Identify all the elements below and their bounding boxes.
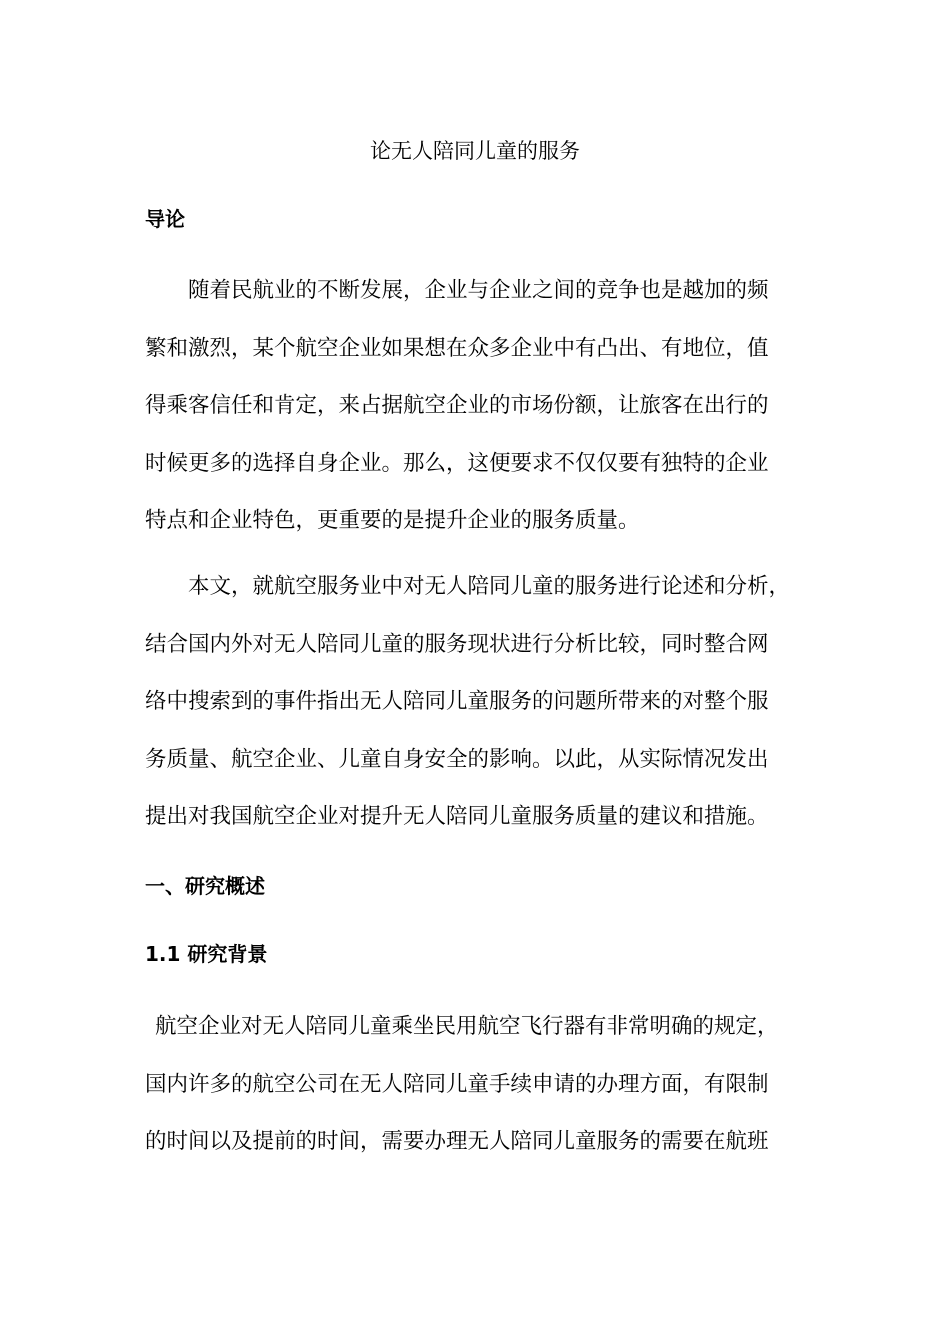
paragraph-research-background-1	[145, 1011, 845, 1184]
paragraph-line: 提出对我国航空企业对提升无人陪同儿童服务质量的建议和措施。	[145, 804, 769, 829]
paragraph-intro-2	[145, 571, 845, 859]
paragraph-line: 本文，就航空服务业中对无人陪同儿童的服务进行论述和分析，	[188, 574, 791, 599]
section-heading-research-overview: 一、研究概述	[145, 874, 265, 898]
paragraph-line: 得乘客信任和肯定，来占据航空企业的市场份额，让旅客在出行的	[145, 393, 769, 418]
paragraph-line: 络中搜索到的事件指出无人陪同儿童服务的问题所带来的对整个服	[145, 689, 769, 714]
paragraph-line: 繁和激烈，某个航空企业如果想在众多企业中有凸出、有地位，值	[145, 335, 769, 361]
document-title: 论无人陪同儿童的服务	[370, 139, 580, 163]
paragraph-line: 务质量、航空企业、儿童自身安全的影响。以此，从实际情况发出	[145, 746, 769, 772]
paragraph-line: 国内许多的航空公司在无人陪同儿童手续申请的办理方面，有限制	[145, 1071, 769, 1097]
paragraph-line: 的时间以及提前的时间，需要办理无人陪同儿童服务的需要在航班	[145, 1129, 769, 1154]
paragraph-line: 结合国内外对无人陪同儿童的服务现状进行分析比较，同时整合网	[145, 631, 769, 657]
paragraph-line: 特点和企业特色，更重要的是提升企业的服务质量。	[145, 508, 640, 533]
paragraph-line: 时候更多的选择自身企业。那么，这便要求不仅仅要有独特的企业	[145, 450, 769, 476]
paragraph-line: 航空企业对无人陪同儿童乘坐民用航空飞行器有非常明确的规定，	[155, 1014, 779, 1039]
section-heading-intro: 导论	[145, 207, 185, 231]
paragraph-line: 随着民航业的不断发展，企业与企业之间的竞争也是越加的频	[188, 278, 769, 303]
subsection-heading-research-background: 1.1 研究背景	[145, 942, 268, 966]
paragraph-intro-1	[145, 275, 845, 563]
